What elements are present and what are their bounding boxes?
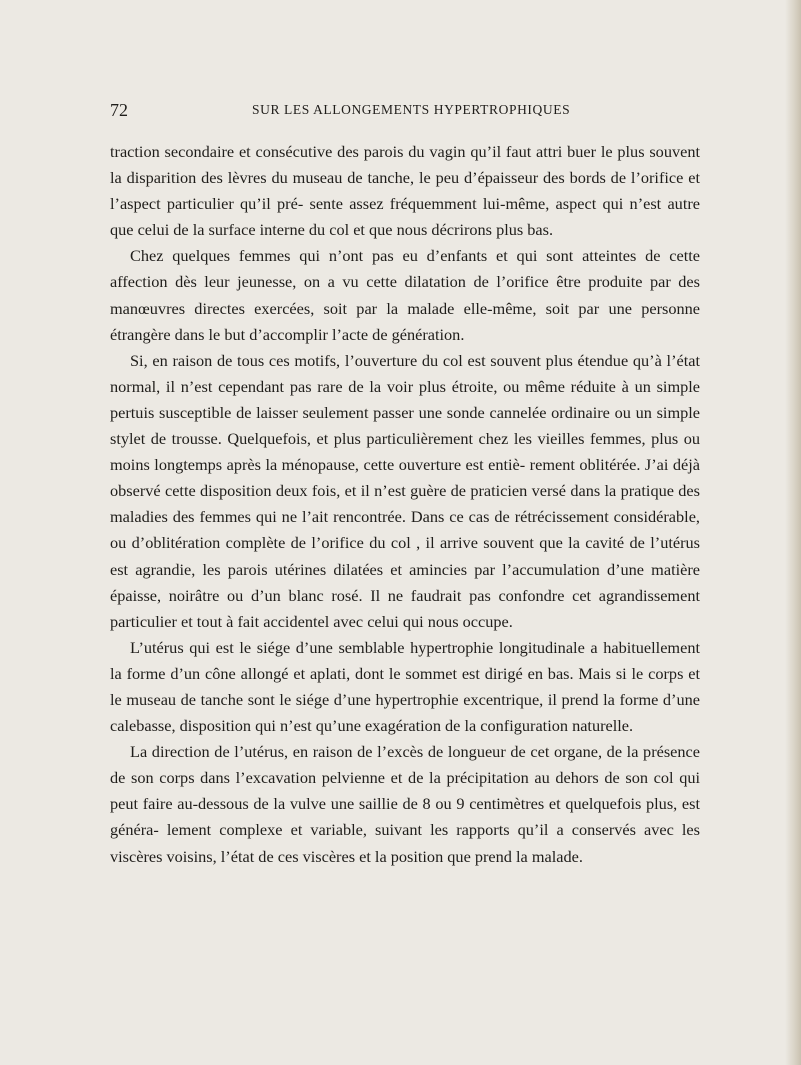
page-number: 72	[110, 100, 128, 120]
paragraph-5: La direction de l’utérus, en raison de l’excès de longueur de cet organe, de la présence de son corps dans l’excavation pelvienne et de la précipitation au dehors de son col qui peut faire au-dessous de la vulve une saillie de 8 ou 9 centimètres et quelquefois plus, est généra- lement complexe et variable, suivant les rapports qu’il a conservés avec les viscères voisins, l’état de ces viscères et la position que prend la malade.	[110, 742, 700, 866]
paragraph-4: L’utérus qui est le siége d’une semblable hypertrophie longitudinale a habituellement la forme d’un cône allongé et aplati, dont le sommet est dirigé en bas. Mais si le corps et le museau de tanche sont le siége d’une hypertrophie excentrique, il prend la forme d’une calebasse, disposition qui n’est qu’une exagération de la configuration naturelle.	[110, 637, 700, 736]
page-header	[110, 100, 700, 122]
paragraph-2: Chez quelques femmes qui n’ont pas eu d’enfants et qui sont atteintes de cette affection dès leur jeunesse, on a vu cette dilatation de l’orifice être produite par des manœuvres directes exercées, soit par la malade elle-même, soit par une personne étrangère dans le but d’accomplir l’acte de génération.	[110, 246, 700, 344]
page-edge-shadow	[785, 0, 801, 1065]
paragraph-3: Si, en raison de tous ces motifs, l’ouverture du col est souvent plus étendue qu’à l’état normal, il n’est cependant pas rare de la voir plus étroite, ou même réduite à un simple pertuis susceptible de laisser seulement passer une sonde cannelée ordinaire ou un simple stylet de trousse. Quelquefois, et plus particulièrement chez les vieilles femmes, plus ou moins longtemps après la ménopause, cette ouverture est entiè- rement oblitérée. J’ai déjà observé cette disposition deux fois, et il n’est guère de praticien versé dans la pratique des maladies des femmes qui ne l’ait rencontrée. Dans ce cas de rétrécissement considérable, ou d’oblitération complète de l’orifice du col , il arrive souvent que la cavité de l’utérus est agrandie, les parois utérines dilatées et amincies par l’accumulation d’une matière épaisse, noirâtre ou d’un blanc rosé. Il ne faudrait pas confondre cet agrandissement particulier et tout à fait accidentel avec celui qui nous occupe.	[110, 350, 700, 631]
body-text	[110, 139, 700, 870]
running-title: SUR LES ALLONGEMENTS HYPERTROPHIQUES	[252, 102, 571, 117]
paragraph-1: traction secondaire et consécutive des parois du vagin qu’il faut attri buer le plus souvent la disparition des lèvres du museau de tanche, le peu d’épaisseur des bords de l’orifice et l’aspect particulier qu’il pré- sente assez fréquemment lui-même, aspect qui n’est autre que celui de la surface interne du col et que nous décrirons plus bas.	[110, 142, 700, 240]
